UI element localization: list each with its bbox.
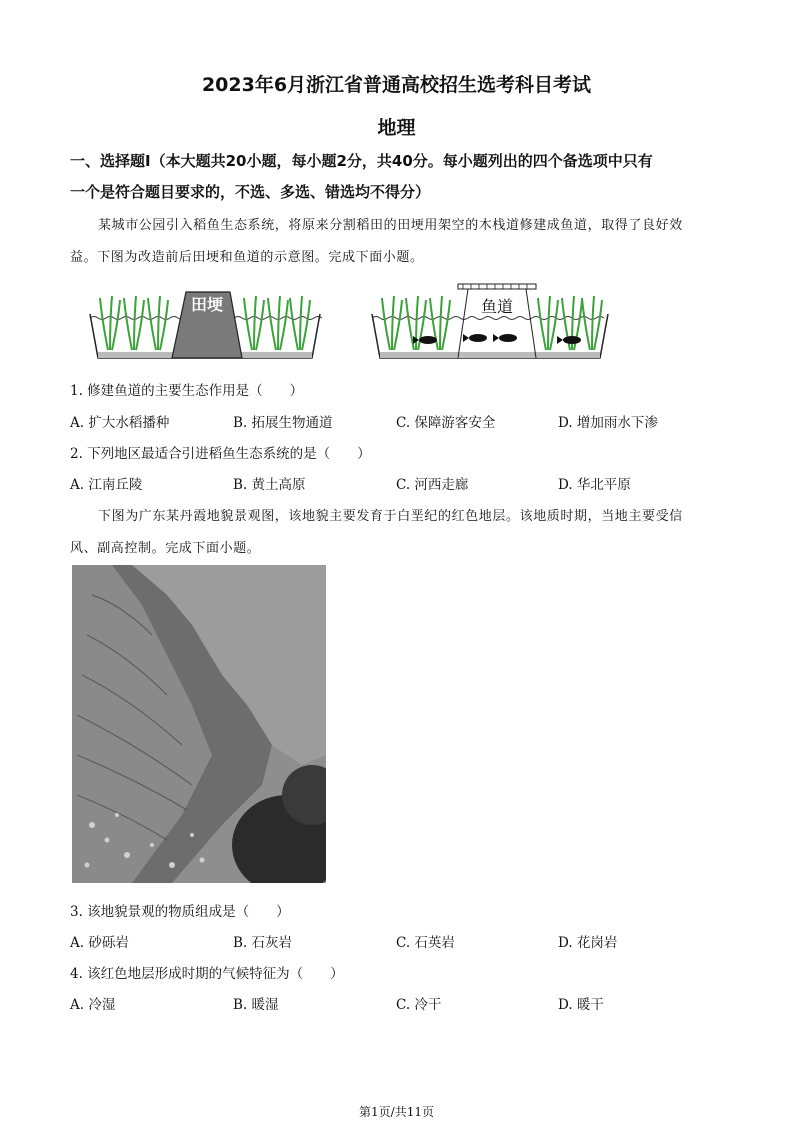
section-heading-line1: 一、选择题Ⅰ（本大题共20小题，每小题2分，共40分。每小题列出的四个备选项中只有 xyxy=(70,152,653,170)
page-number: 第1页/共11页 xyxy=(359,1105,434,1119)
question-4-option-b: B. 暖湿 xyxy=(233,997,279,1013)
question-4-stem: 4. 该红色地层形成时期的气候特征为（ ） xyxy=(70,966,344,982)
passage2-line2: 风、副高控制。完成下面小题。 xyxy=(70,541,261,556)
ridge-fishway-diagram xyxy=(80,280,620,365)
question-3-option-a: A. 砂砾岩 xyxy=(70,935,129,951)
question-4-option-c: C. 冷干 xyxy=(396,997,442,1013)
passage1-line1: 某城市公园引入稻鱼生态系统，将原来分割稻田的田埂用架空的木栈道修建成鱼道，取得了良好效 xyxy=(98,218,683,233)
question-2-stem: 2. 下列地区最适合引进稻鱼生态系统的是（ ） xyxy=(70,446,371,462)
danxia-landform-photo xyxy=(72,565,326,883)
question-4-option-d: D. 暖干 xyxy=(558,997,604,1013)
question-2-option-d: D. 华北平原 xyxy=(558,477,631,493)
fish-passage-label: 鱼道 xyxy=(480,297,514,316)
field-ridge-panel xyxy=(90,292,322,358)
exam-title: 2023年6月浙江省普通高校招生选考科目考试 xyxy=(201,74,592,96)
question-1-option-a: A. 扩大水稻播种 xyxy=(70,415,170,431)
question-2-option-b: B. 黄土高原 xyxy=(233,477,306,493)
question-4-option-a: A. 冷湿 xyxy=(70,997,116,1013)
question-1-option-b: B. 拓展生物通道 xyxy=(233,415,333,431)
fish-icons xyxy=(413,334,581,344)
question-3-stem: 3. 该地貌景观的物质组成是（ ） xyxy=(70,904,290,920)
subject-title: 地理 xyxy=(377,117,416,139)
question-2-option-a: A. 江南丘陵 xyxy=(70,477,143,493)
question-2-option-c: C. 河西走廊 xyxy=(396,477,469,493)
fish-passage-panel xyxy=(372,284,608,358)
section-heading-line2: 一个是符合题目要求的，不选、多选、错选均不得分） xyxy=(70,183,431,201)
question-1-stem: 1. 修建鱼道的主要生态作用是（ ） xyxy=(70,383,304,399)
passage1-line2: 益。下图为改造前后田埂和鱼道的示意图。完成下面小题。 xyxy=(70,250,424,265)
question-1-option-d: D. 增加雨水下渗 xyxy=(558,415,658,431)
question-3-option-d: D. 花岗岩 xyxy=(558,935,618,951)
field-ridge-label: 田埂 xyxy=(190,295,224,314)
question-1-option-c: C. 保障游客安全 xyxy=(396,415,496,431)
passage2-line1: 下图为广东某丹霞地貌景观图，该地貌主要发育于白垩纪的红色地层。该地质时期，当地主要受信 xyxy=(98,509,683,524)
question-3-option-c: C. 石英岩 xyxy=(396,935,455,951)
question-3-option-b: B. 石灰岩 xyxy=(233,935,293,951)
